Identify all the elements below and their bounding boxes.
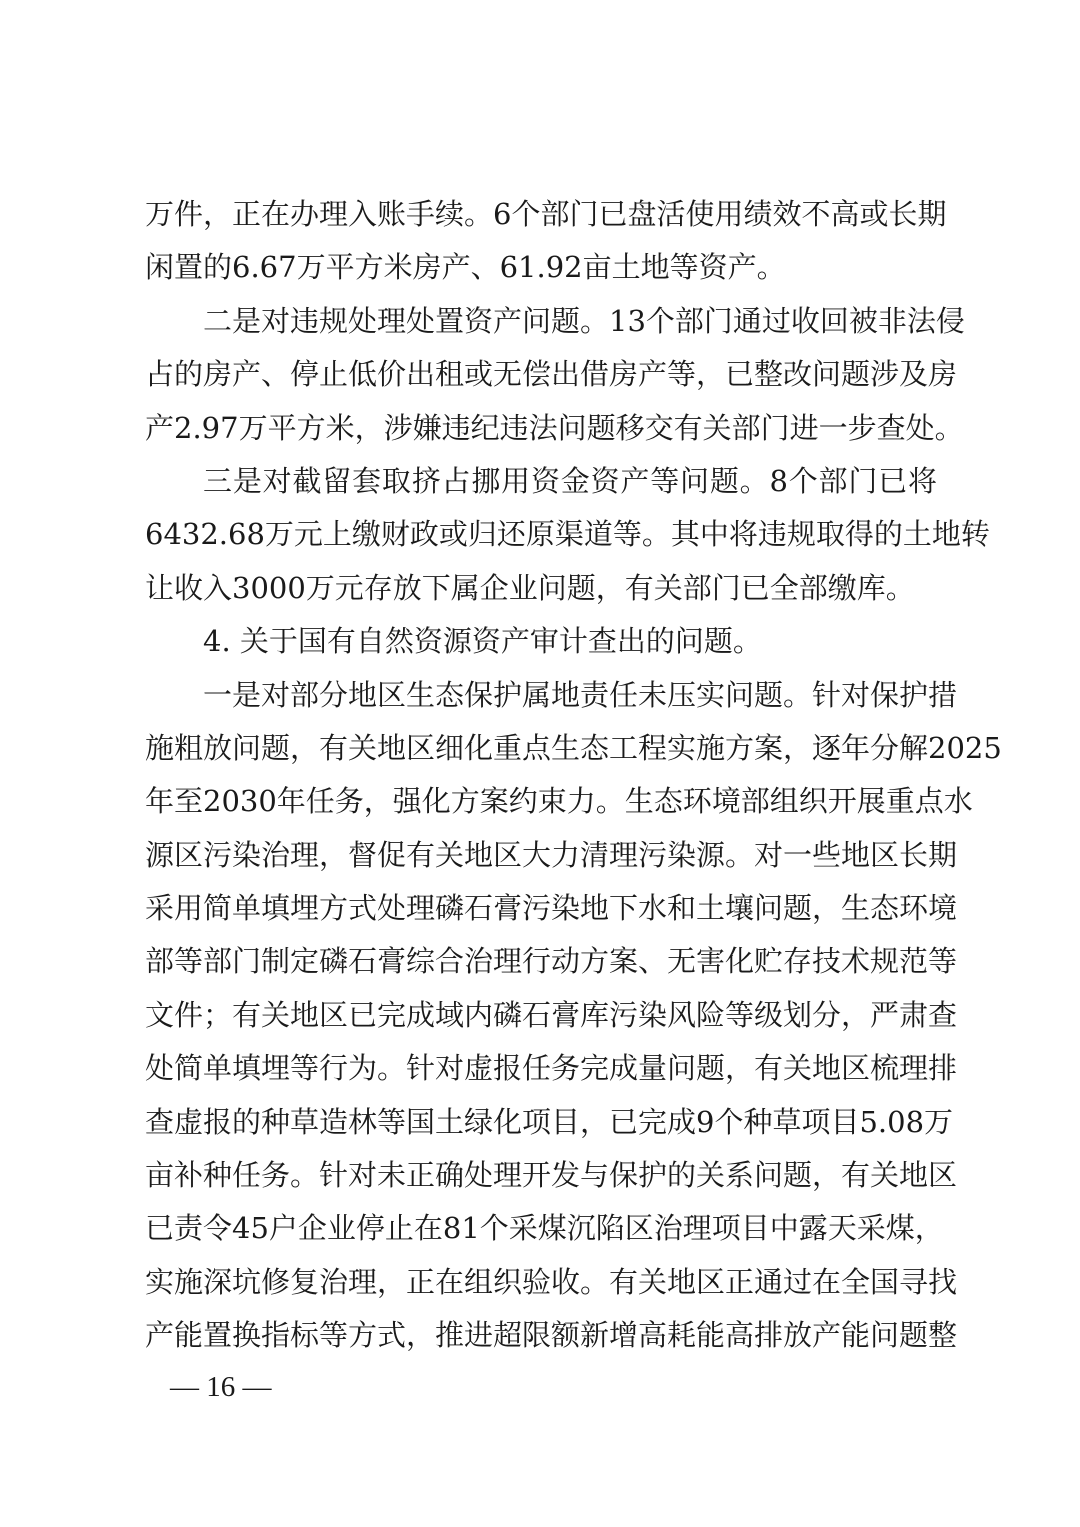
section-heading: 4. 关于国有自然资源资产审计查出的问题。: [203, 624, 762, 659]
text-line: 产能置换指标等方式，推进超限额新增高耗能高排放产能问题整: [145, 1318, 958, 1353]
text-line: 占的房产、停止低价出租或无偿出借房产等，已整改问题涉及房: [145, 357, 958, 392]
text-line: 处简单填埋等行为。针对虚报任务完成量问题，有关地区梳理排: [145, 1051, 958, 1086]
text-line: 施粗放问题，有关地区细化重点生态工程实施方案，逐年分解2025: [145, 730, 1002, 765]
text-line: 源区污染治理，督促有关地区大力清理污染源。对一些地区长期: [145, 837, 958, 872]
text-line: 产2.97万平方米，涉嫌违纪违法问题移交有关部门进一步查处。: [145, 410, 964, 445]
text-line: 文件；有关地区已完成域内磷石膏库污染风险等级划分，严肃查: [145, 997, 958, 1032]
text-line: 一是对部分地区生态保护属地责任未压实问题。针对保护措: [203, 677, 958, 712]
text-line: 采用简单填埋方式处理磷石膏污染地下水和土壤问题，生态环境: [145, 891, 958, 926]
text-line: 闲置的6.67万平方米房产、61.92亩土地等资产。: [145, 250, 786, 285]
text-line: 部等部门制定磷石膏综合治理行动方案、无害化贮存技术规范等: [145, 944, 958, 979]
text-line: 6432.68万元上缴财政或归还原渠道等。其中将违规取得的土地转: [145, 517, 990, 552]
text-line: 三是对截留套取挤占挪用资金资产等问题。8个部门已将: [203, 463, 937, 498]
text-line: 二是对违规处理处置资产问题。13个部门通过收回被非法侵: [203, 303, 965, 338]
text-line: 查虚报的种草造林等国土绿化项目，已完成9个种草项目5.08万: [145, 1104, 954, 1139]
text-line: 已责令45户企业停止在81个采煤沉陷区治理项目中露天采煤，: [145, 1211, 944, 1246]
page-number: — 16 —: [170, 1371, 272, 1403]
text-line: 亩补种任务。针对未正确处理开发与保护的关系问题，有关地区: [145, 1158, 958, 1193]
body-text: [145, 188, 1002, 1363]
text-line: 让收入3000万元存放下属企业问题，有关部门已全部缴库。: [145, 570, 915, 605]
text-line: 年至2030年任务，强化方案约束力。生态环境部组织开展重点水: [145, 784, 973, 819]
text-line: 实施深坑修复治理，正在组织验收。有关地区正通过在全国寻找: [145, 1264, 958, 1299]
text-line: 万件，正在办理入账手续。6个部门已盘活使用绩效不高或长期: [145, 197, 947, 231]
